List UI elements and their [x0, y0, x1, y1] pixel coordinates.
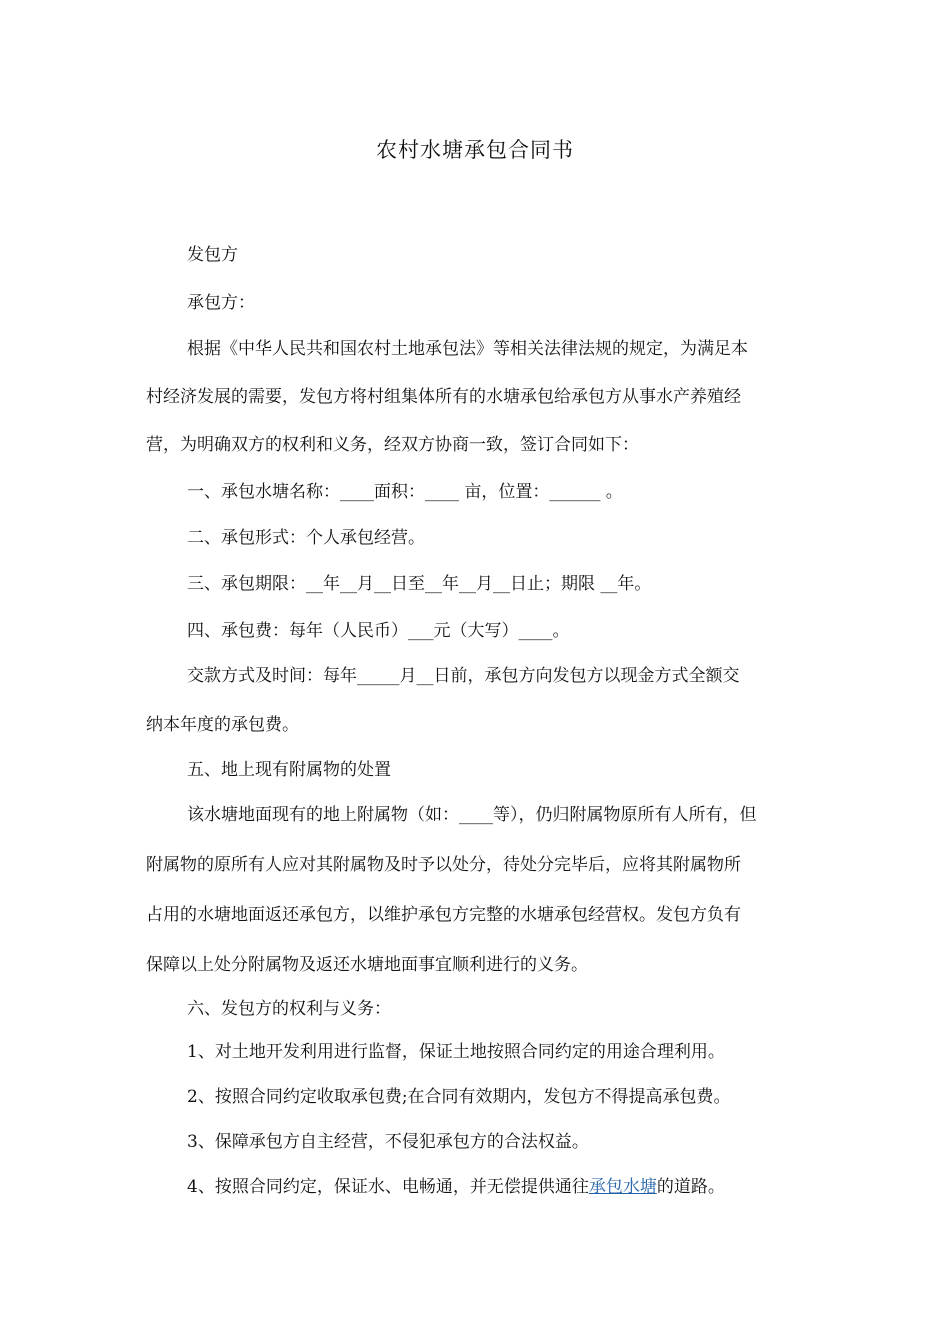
- party-a-label: 发包方: [187, 245, 238, 265]
- clause-6-item-4-tail: 的道路。: [656, 1177, 725, 1197]
- clause-6-item-2: 2、按照合同约定收取承包费;在合同有效期内，发包方不得提高承包费。: [187, 1087, 731, 1107]
- preamble-line-2: 村经济发展的需要，发包方将村组集体所有的水塘承包给承包方从事水产养殖经: [146, 387, 741, 407]
- clause-4: 四、承包费：每年（人民币）___元（大写）____。: [187, 621, 570, 641]
- payment-line-2: 纳本年度的承包费。: [146, 715, 299, 735]
- clause-6-item-1: 1、对土地开发利用进行监督，保证土地按照合同约定的用途合理利用。: [187, 1042, 725, 1062]
- clause-2: 二、承包形式：个人承包经营。: [187, 528, 425, 548]
- preamble-line-3: 营，为明确双方的权利和义务，经双方协商一致，签订合同如下：: [146, 435, 639, 455]
- clause-6-item-4-text: 4、按照合同约定，保证水、电畅通，并无偿提供通往: [187, 1177, 589, 1197]
- clause-6-heading: 六、发包方的权利与义务：: [187, 999, 391, 1019]
- clause-1: 一、承包水塘名称：____面积：____ 亩，位置：______ 。: [187, 482, 623, 502]
- clause-5-line-1: 该水塘地面现有的地上附属物（如：____等），仍归附属物原所有人所有，但: [187, 805, 757, 825]
- pond-contract-link[interactable]: 承包水塘: [588, 1177, 657, 1197]
- clause-6-item-4: [187, 1175, 725, 1199]
- clause-6-item-3: 3、保障承包方自主经营，不侵犯承包方的合法权益。: [187, 1132, 589, 1152]
- clause-3: 三、承包期限：__年__月__日至__年__月__日止；期限 __年。: [187, 574, 652, 594]
- payment-line-1: 交款方式及时间：每年_____月__日前，承包方向发包方以现金方式全额交: [187, 666, 740, 686]
- clause-5-line-3: 占用的水塘地面返还承包方，以维护承包方完整的水塘承包经营权。发包方负有: [146, 905, 741, 925]
- clause-5-line-4: 保障以上处分附属物及返还水塘地面事宜顺利进行的义务。: [146, 955, 588, 975]
- preamble-line-1: 根据《中华人民共和国农村土地承包法》等相关法律法规的规定，为满足本: [187, 339, 748, 359]
- clause-5-line-2: 附属物的原所有人应对其附属物及时予以处分，待处分完毕后，应将其附属物所: [146, 855, 741, 875]
- party-b-label: 承包方：: [187, 293, 255, 313]
- clause-5-heading: 五、地上现有附属物的处置: [187, 760, 391, 780]
- document-title: 农村水塘承包合同书: [376, 138, 574, 162]
